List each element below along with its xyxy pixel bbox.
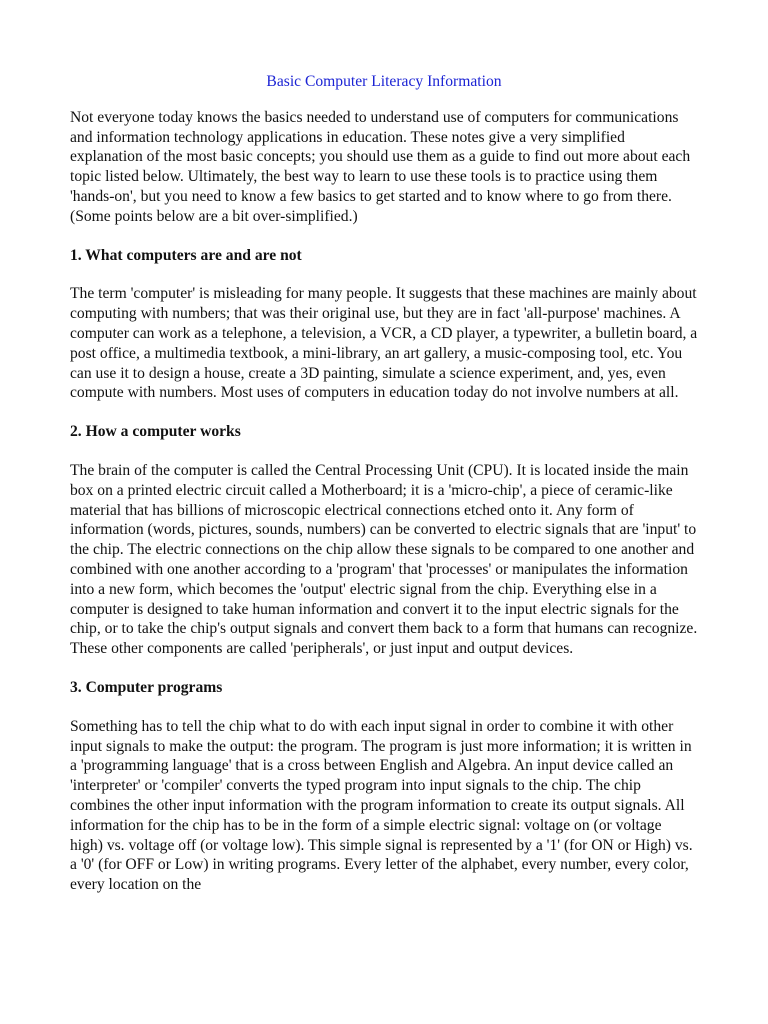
intro-paragraph: Not everyone today knows the basics needed to understand use of computers for communications and information technology applications in education. These notes give a very simplified explanation of the most basic concepts; you should use them as a guide to find out more about each topic listed below. Ultimately, the best way to learn to use these tools is to practice using them 'hands-on', but you need to know a few basics to get started and to know where to go from there. (Some points below are a bit over-simplified.) [70, 108, 691, 225]
section-body-programs: Something has to tell the chip what to do with each input signal in order to combine it with other input signals to make the output: the program. The program is just more information; it is written in a 'programming language' that is a cross between English and Algebra. An input device called an 'interpreter' or 'compiler' converts the typed program into input signals to the chip. The chip combines the other input information with the program information to create its output signals. All information for the chip has to be in the form of a simple electric signal: voltage on (or voltage high) vs. voltage off (or voltage low). This simple signal is represented by a '1' (for ON or High) vs. a '0' (for OFF or Low) in writing programs. Every letter of the alphabet, every number, every color, every location on the [70, 717, 693, 894]
document-title: Basic Computer Literacy Information [266, 73, 502, 90]
document-page [70, 72, 698, 914]
section-heading-computers: 1. What computers are and are not [70, 246, 302, 264]
section-body-computers: The term 'computer' is misleading for many people. It suggests that these machines are mainly about computing with numbers; that was their original use, but they are in fact 'all-purpose' machines. A computer can work as a telephone, a television, a VCR, a CD player, a typewriter, a bulletin board, a post office, a multimedia textbook, a mini-library, an art gallery, a music-composing tool, etc. You can use it to design a house, create a 3D painting, simulate a science experiment, and, yes, even compute with numbers. Most uses of computers in education today do not involve numbers at all. [70, 285, 698, 402]
section-heading-how-works: 2. How a computer works [70, 423, 241, 441]
section-body-how-works: The brain of the computer is called the Central Processing Unit (CPU). It is located inside the main box on a printed electric circuit called a Motherboard; it is a 'micro-chip', a piece of ceramic-like material that has billions of microscopic electrical connections etched onto it. Any form of information (words, pictures, sounds, numbers) can be converted to electric signals that are 'input' to the chip. The electric connections on the chip allow these signals to be compared to one another and combined with one another according to a 'program' that 'processes' or manipulates the information into a new form, which becomes the 'output' electric signal from the chip. Everything else in a computer is designed to take human information and convert it to the input electric signals for the chip, or to take the chip's output signals and convert them back to a form that humans can recognize. These other components are called 'peripherals', or just input and output devices. [70, 461, 698, 658]
section-heading-programs: 3. Computer programs [70, 678, 223, 696]
